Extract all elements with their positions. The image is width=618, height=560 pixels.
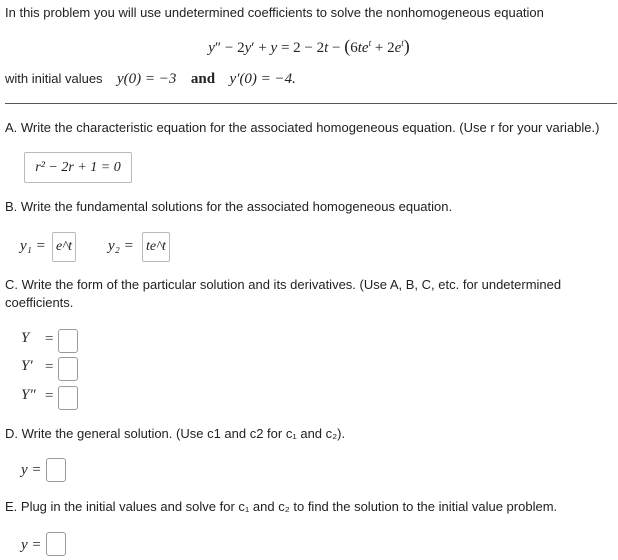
ivp-solution-label: y =: [21, 537, 42, 553]
equals-sign: =: [45, 359, 54, 375]
particular-Y-double-prime-input[interactable]: [58, 386, 78, 410]
y2-value: te^t: [146, 239, 166, 254]
particular-Y-label: Y: [21, 330, 30, 346]
equals-sign: =: [45, 388, 54, 404]
part-d-question: D. Write the general solution. (Use c1 and c2 for c₁ and c₂).: [5, 426, 346, 441]
initial-and: and: [190, 71, 216, 87]
part-a-question: A. Write the characteristic equation for the associated homogeneous equation. (Use r for your variable.): [5, 120, 600, 135]
part-c-question: C. Write the form of the particular solution and its derivatives. (Use A, B, C, etc. for undetermined coefficients.: [5, 277, 562, 310]
characteristic-equation-value: r² − 2r + 1 = 0: [35, 159, 121, 175]
initial-cond1: y(0) = −3: [117, 71, 177, 87]
particular-Y-prime-input[interactable]: [58, 357, 78, 381]
particular-Y-double-prime-label: Y″: [21, 387, 36, 403]
y2-input[interactable]: [142, 232, 170, 262]
general-solution-input[interactable]: [46, 458, 66, 482]
part-b-question: B. Write the fundamental solutions for the associated homogeneous equation.: [5, 199, 453, 214]
part-e-question: E. Plug in the initial values and solve for c₁ and c₂ to find the solution to the initial value problem.: [5, 499, 558, 514]
intro-text: In this problem you will use undetermined coefficients to solve the nonhomogeneous equation: [5, 5, 544, 20]
y1-value: e^t: [55, 239, 72, 254]
divider: [5, 103, 617, 104]
initial-prefix: with initial values: [5, 71, 103, 86]
ivp-solution-input[interactable]: [46, 532, 66, 556]
y1-input[interactable]: [52, 232, 76, 262]
y2-label: y₂ =: [108, 238, 134, 254]
y1-label: y₁ =: [20, 238, 46, 254]
initial-values: [5, 71, 296, 88]
equals-sign: =: [45, 331, 54, 347]
particular-Y-input[interactable]: [58, 329, 78, 353]
initial-cond2: y′(0) = −4.: [229, 71, 296, 87]
general-solution-label: y =: [21, 462, 42, 478]
particular-Y-prime-label: Y′: [21, 358, 33, 374]
characteristic-equation-input[interactable]: [24, 152, 132, 183]
main-equation: $y'' - 2y' + y = 2 - 2t - (6te^t + 2e^t)$: [208, 36, 410, 56]
